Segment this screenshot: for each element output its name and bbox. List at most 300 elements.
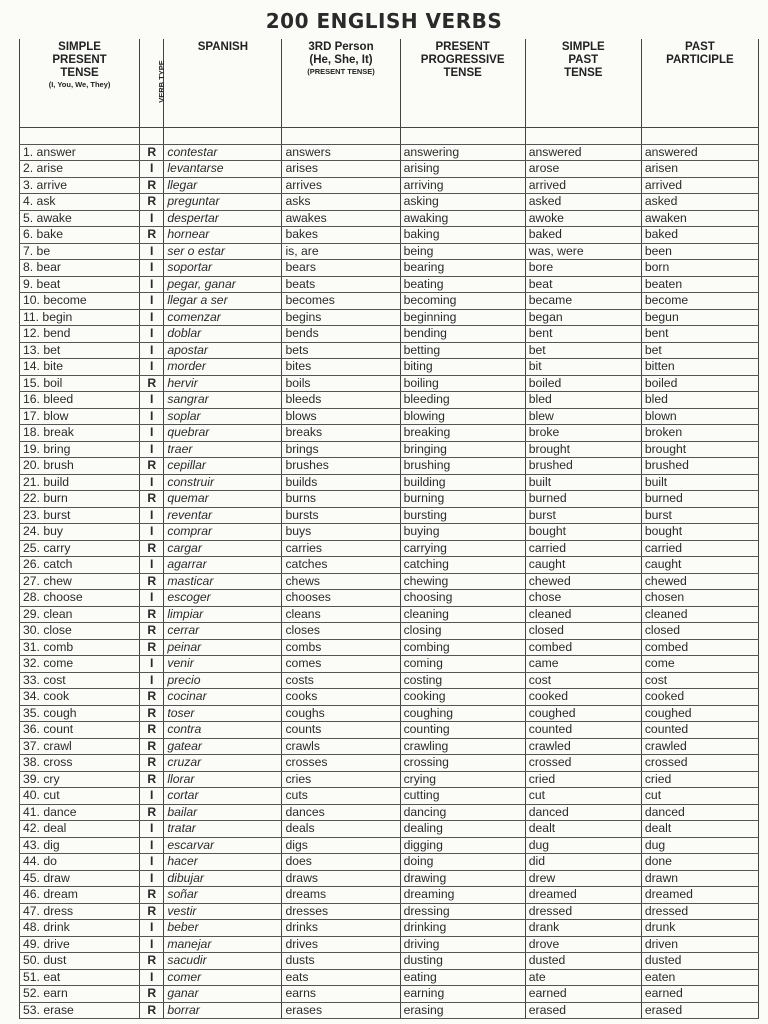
cell-type: R [140, 144, 164, 161]
cell-third-person: bakes [282, 227, 400, 244]
cell-past-participle: closed [641, 623, 758, 640]
cell-spanish: hacer [164, 854, 282, 871]
cell-simple-past: dealt [525, 821, 641, 838]
table-row [20, 161, 759, 178]
cell-progressive: cooking [400, 689, 525, 706]
cell-simple-past: beat [525, 276, 641, 293]
cell-type: I [140, 408, 164, 425]
cell-progressive: bringing [400, 441, 525, 458]
cell-progressive: dreaming [400, 887, 525, 904]
cell-third-person: bets [282, 342, 400, 359]
cell-simple-past: caught [525, 557, 641, 574]
cell-simple-past: boiled [525, 375, 641, 392]
cell-progressive: dealing [400, 821, 525, 838]
cell-progressive: crying [400, 771, 525, 788]
cell-type: I [140, 821, 164, 838]
cell-spanish: comer [164, 969, 282, 986]
cell-past-participle: brought [641, 441, 758, 458]
cell-type: R [140, 540, 164, 557]
cell-spanish: limpiar [164, 606, 282, 623]
cell-type: R [140, 986, 164, 1003]
table-row [20, 458, 759, 475]
cell-past-participle: awaken [641, 210, 758, 227]
cell-type: I [140, 936, 164, 953]
cell-third-person: crosses [282, 755, 400, 772]
table-row [20, 326, 759, 343]
cell-progressive: crawling [400, 738, 525, 755]
cell-verb: 38. cross [20, 755, 140, 772]
cell-verb: 39. cry [20, 771, 140, 788]
cell-progressive: biting [400, 359, 525, 376]
table-row [20, 227, 759, 244]
cell-spanish: masticar [164, 573, 282, 590]
cell-spanish: cepillar [164, 458, 282, 475]
cell-spanish: cerrar [164, 623, 282, 640]
cell-third-person: bites [282, 359, 400, 376]
cell-progressive: bleeding [400, 392, 525, 409]
cell-progressive: brushing [400, 458, 525, 475]
cell-verb: 35. cough [20, 705, 140, 722]
cell-progressive: baking [400, 227, 525, 244]
cell-progressive: erasing [400, 1002, 525, 1019]
cell-verb: 28. choose [20, 590, 140, 607]
cell-third-person: closes [282, 623, 400, 640]
table-row [20, 705, 759, 722]
table-row [20, 507, 759, 524]
cell-type: R [140, 491, 164, 508]
table-row [20, 375, 759, 392]
header-past-participle: PAST PARTICIPLE [641, 39, 758, 128]
cell-simple-past: cried [525, 771, 641, 788]
cell-simple-past: bet [525, 342, 641, 359]
cell-spanish: cargar [164, 540, 282, 557]
cell-spanish: llegar [164, 177, 282, 194]
table-row [20, 755, 759, 772]
cell-simple-past: brushed [525, 458, 641, 475]
cell-past-participle: bent [641, 326, 758, 343]
cell-third-person: costs [282, 672, 400, 689]
table-row [20, 194, 759, 211]
cell-past-participle: dug [641, 837, 758, 854]
cell-type: R [140, 606, 164, 623]
cell-progressive: cleaning [400, 606, 525, 623]
cell-simple-past: broke [525, 425, 641, 442]
cell-type: I [140, 260, 164, 277]
cell-past-participle: dealt [641, 821, 758, 838]
table-row [20, 1002, 759, 1019]
cell-spanish: venir [164, 656, 282, 673]
cell-past-participle: bitten [641, 359, 758, 376]
cell-type: R [140, 738, 164, 755]
cell-third-person: bursts [282, 507, 400, 524]
cell-spanish: cocinar [164, 689, 282, 706]
cell-past-participle: asked [641, 194, 758, 211]
cell-progressive: betting [400, 342, 525, 359]
cell-third-person: cooks [282, 689, 400, 706]
cell-simple-past: chose [525, 590, 641, 607]
cell-simple-past: cost [525, 672, 641, 689]
cell-verb: 1. answer [20, 144, 140, 161]
cell-third-person: brushes [282, 458, 400, 475]
table-row [20, 854, 759, 871]
cell-third-person: cries [282, 771, 400, 788]
cell-verb: 53. erase [20, 1002, 140, 1019]
cell-progressive: buying [400, 524, 525, 541]
cell-third-person: erases [282, 1002, 400, 1019]
cell-past-participle: born [641, 260, 758, 277]
header-spanish: SPANISH [164, 39, 282, 128]
page-title: 200 ENGLISH VERBS [265, 9, 503, 33]
table-row [20, 689, 759, 706]
table-row [20, 441, 759, 458]
cell-progressive: cutting [400, 788, 525, 805]
cell-spanish: sangrar [164, 392, 282, 409]
table-row [20, 986, 759, 1003]
cell-verb: 21. build [20, 474, 140, 491]
cell-past-participle: cost [641, 672, 758, 689]
cell-spanish: llorar [164, 771, 282, 788]
cell-type: I [140, 870, 164, 887]
cell-simple-past: dug [525, 837, 641, 854]
cell-type: R [140, 623, 164, 640]
cell-third-person: eats [282, 969, 400, 986]
cell-progressive: arising [400, 161, 525, 178]
cell-type: I [140, 276, 164, 293]
cell-simple-past: baked [525, 227, 641, 244]
table-row [20, 936, 759, 953]
cell-progressive: dressing [400, 903, 525, 920]
cell-progressive: answering [400, 144, 525, 161]
cell-type: I [140, 441, 164, 458]
cell-simple-past: danced [525, 804, 641, 821]
cell-simple-past: answered [525, 144, 641, 161]
cell-spanish: contra [164, 722, 282, 739]
cell-progressive: blowing [400, 408, 525, 425]
cell-simple-past: dreamed [525, 887, 641, 904]
table-row [20, 870, 759, 887]
cell-verb: 29. clean [20, 606, 140, 623]
cell-verb: 23. burst [20, 507, 140, 524]
cell-simple-past: awoke [525, 210, 641, 227]
cell-simple-past: dusted [525, 953, 641, 970]
cell-verb: 19. bring [20, 441, 140, 458]
table-row [20, 953, 759, 970]
spacer-row [20, 128, 759, 145]
cell-verb: 17. blow [20, 408, 140, 425]
table-row [20, 474, 759, 491]
cell-spanish: comprar [164, 524, 282, 541]
verbs-table [19, 39, 759, 1019]
table-row [20, 821, 759, 838]
cell-type: I [140, 293, 164, 310]
cell-simple-past: drove [525, 936, 641, 953]
cell-progressive: earning [400, 986, 525, 1003]
cell-third-person: chooses [282, 590, 400, 607]
table-row [20, 672, 759, 689]
table-row [20, 623, 759, 640]
cell-verb: 13. bet [20, 342, 140, 359]
cell-simple-past: burned [525, 491, 641, 508]
cell-verb: 42. deal [20, 821, 140, 838]
cell-past-participle: dreamed [641, 887, 758, 904]
cell-past-participle: danced [641, 804, 758, 821]
cell-verb: 49. drive [20, 936, 140, 953]
cell-progressive: arriving [400, 177, 525, 194]
cell-third-person: boils [282, 375, 400, 392]
header-row [20, 39, 759, 128]
table-row [20, 144, 759, 161]
cell-verb: 6. bake [20, 227, 140, 244]
cell-simple-past: cooked [525, 689, 641, 706]
table-row [20, 210, 759, 227]
cell-past-participle: coughed [641, 705, 758, 722]
cell-progressive: bending [400, 326, 525, 343]
table-row [20, 557, 759, 574]
cell-third-person: becomes [282, 293, 400, 310]
cell-third-person: dusts [282, 953, 400, 970]
cell-type: I [140, 656, 164, 673]
cell-type: I [140, 161, 164, 178]
cell-third-person: beats [282, 276, 400, 293]
cell-third-person: carries [282, 540, 400, 557]
cell-past-participle: chewed [641, 573, 758, 590]
cell-simple-past: counted [525, 722, 641, 739]
cell-type: R [140, 458, 164, 475]
cell-type: R [140, 227, 164, 244]
cell-progressive: burning [400, 491, 525, 508]
cell-third-person: dreams [282, 887, 400, 904]
cell-simple-past: bore [525, 260, 641, 277]
cell-spanish: contestar [164, 144, 282, 161]
cell-progressive: doing [400, 854, 525, 871]
cell-spanish: comenzar [164, 309, 282, 326]
cell-third-person: cleans [282, 606, 400, 623]
cell-simple-past: arrived [525, 177, 641, 194]
cell-third-person: draws [282, 870, 400, 887]
cell-simple-past: bent [525, 326, 641, 343]
cell-verb: 37. crawl [20, 738, 140, 755]
cell-past-participle: cooked [641, 689, 758, 706]
cell-third-person: burns [282, 491, 400, 508]
cell-type: R [140, 705, 164, 722]
cell-verb: 34. cook [20, 689, 140, 706]
cell-progressive: choosing [400, 590, 525, 607]
table-row [20, 606, 759, 623]
cell-spanish: ser o estar [164, 243, 282, 260]
cell-type: R [140, 771, 164, 788]
cell-spanish: traer [164, 441, 282, 458]
cell-progressive: awaking [400, 210, 525, 227]
table-row [20, 590, 759, 607]
cell-simple-past: did [525, 854, 641, 871]
cell-spanish: quebrar [164, 425, 282, 442]
cell-type: R [140, 573, 164, 590]
table-row [20, 804, 759, 821]
cell-spanish: vestir [164, 903, 282, 920]
cell-verb: 41. dance [20, 804, 140, 821]
cell-simple-past: crossed [525, 755, 641, 772]
cell-simple-past: drank [525, 920, 641, 937]
cell-progressive: crossing [400, 755, 525, 772]
cell-verb: 31. comb [20, 639, 140, 656]
cell-type: I [140, 969, 164, 986]
table-row [20, 903, 759, 920]
cell-simple-past: crawled [525, 738, 641, 755]
table-row [20, 639, 759, 656]
cell-third-person: does [282, 854, 400, 871]
cell-type: I [140, 557, 164, 574]
cell-spanish: hervir [164, 375, 282, 392]
cell-past-participle: caught [641, 557, 758, 574]
cell-type: I [140, 243, 164, 260]
cell-verb: 9. beat [20, 276, 140, 293]
cell-spanish: doblar [164, 326, 282, 343]
cell-spanish: tratar [164, 821, 282, 838]
cell-spanish: cruzar [164, 755, 282, 772]
cell-spanish: bailar [164, 804, 282, 821]
cell-verb: 4. ask [20, 194, 140, 211]
cell-progressive: chewing [400, 573, 525, 590]
cell-progressive: breaking [400, 425, 525, 442]
cell-past-participle: begun [641, 309, 758, 326]
cell-third-person: brings [282, 441, 400, 458]
cell-simple-past: carried [525, 540, 641, 557]
cell-progressive: beating [400, 276, 525, 293]
cell-third-person: is, are [282, 243, 400, 260]
cell-progressive: coming [400, 656, 525, 673]
cell-verb: 32. come [20, 656, 140, 673]
table-row [20, 722, 759, 739]
cell-verb: 18. break [20, 425, 140, 442]
cell-third-person: combs [282, 639, 400, 656]
cell-progressive: asking [400, 194, 525, 211]
cell-simple-past: closed [525, 623, 641, 640]
cell-past-participle: baked [641, 227, 758, 244]
cell-verb: 52. earn [20, 986, 140, 1003]
cell-spanish: despertar [164, 210, 282, 227]
cell-simple-past: cleaned [525, 606, 641, 623]
table-row [20, 837, 759, 854]
cell-verb: 45. draw [20, 870, 140, 887]
cell-past-participle: dressed [641, 903, 758, 920]
cell-type: R [140, 194, 164, 211]
cell-verb: 20. brush [20, 458, 140, 475]
cell-verb: 12. bend [20, 326, 140, 343]
cell-type: R [140, 689, 164, 706]
cell-past-participle: erased [641, 1002, 758, 1019]
cell-verb: 36. count [20, 722, 140, 739]
cell-simple-past: chewed [525, 573, 641, 590]
cell-past-participle: become [641, 293, 758, 310]
cell-third-person: asks [282, 194, 400, 211]
cell-progressive: closing [400, 623, 525, 640]
cell-type: R [140, 722, 164, 739]
cell-progressive: dancing [400, 804, 525, 821]
cell-verb: 33. cost [20, 672, 140, 689]
header-simple-present: SIMPLE PRESENT TENSE (I, You, We, They) [20, 39, 140, 128]
cell-verb: 51. eat [20, 969, 140, 986]
cell-past-participle: bet [641, 342, 758, 359]
cell-type: R [140, 1002, 164, 1019]
cell-verb: 48. drink [20, 920, 140, 937]
cell-third-person: blows [282, 408, 400, 425]
cell-progressive: bursting [400, 507, 525, 524]
cell-type: I [140, 920, 164, 937]
table-row [20, 887, 759, 904]
cell-third-person: dresses [282, 903, 400, 920]
cell-verb: 27. chew [20, 573, 140, 590]
table-row [20, 920, 759, 937]
cell-past-participle: bled [641, 392, 758, 409]
cell-third-person: cuts [282, 788, 400, 805]
cell-third-person: bends [282, 326, 400, 343]
cell-third-person: bears [282, 260, 400, 277]
cell-simple-past: arose [525, 161, 641, 178]
cell-third-person: digs [282, 837, 400, 854]
cell-spanish: llegar a ser [164, 293, 282, 310]
table-row [20, 392, 759, 409]
table-row [20, 524, 759, 541]
table-row [20, 771, 759, 788]
cell-past-participle: cut [641, 788, 758, 805]
cell-simple-past: drew [525, 870, 641, 887]
cell-past-participle: done [641, 854, 758, 871]
table-row [20, 540, 759, 557]
cell-verb: 16. bleed [20, 392, 140, 409]
cell-third-person: arises [282, 161, 400, 178]
cell-third-person: dances [282, 804, 400, 821]
cell-spanish: toser [164, 705, 282, 722]
cell-third-person: crawls [282, 738, 400, 755]
cell-past-participle: bought [641, 524, 758, 541]
table-row [20, 788, 759, 805]
cell-spanish: precio [164, 672, 282, 689]
cell-simple-past: bought [525, 524, 641, 541]
cell-progressive: boiling [400, 375, 525, 392]
cell-third-person: answers [282, 144, 400, 161]
cell-simple-past: combed [525, 639, 641, 656]
table-row [20, 425, 759, 442]
cell-verb: 30. close [20, 623, 140, 640]
cell-progressive: driving [400, 936, 525, 953]
cell-progressive: being [400, 243, 525, 260]
cell-third-person: catches [282, 557, 400, 574]
cell-spanish: beber [164, 920, 282, 937]
cell-third-person: chews [282, 573, 400, 590]
cell-progressive: drawing [400, 870, 525, 887]
cell-simple-past: erased [525, 1002, 641, 1019]
cell-verb: 26. catch [20, 557, 140, 574]
cell-type: I [140, 359, 164, 376]
cell-type: I [140, 326, 164, 343]
cell-spanish: soñar [164, 887, 282, 904]
cell-third-person: awakes [282, 210, 400, 227]
table-row [20, 243, 759, 260]
cell-simple-past: bit [525, 359, 641, 376]
cell-progressive: drinking [400, 920, 525, 937]
cell-verb: 22. burn [20, 491, 140, 508]
cell-verb: 11. begin [20, 309, 140, 326]
cell-verb: 15. boil [20, 375, 140, 392]
cell-spanish: apostar [164, 342, 282, 359]
cell-type: I [140, 309, 164, 326]
cell-spanish: soplar [164, 408, 282, 425]
cell-spanish: pegar, ganar [164, 276, 282, 293]
cell-spanish: quemar [164, 491, 282, 508]
cell-past-participle: answered [641, 144, 758, 161]
cell-progressive: costing [400, 672, 525, 689]
cell-simple-past: coughed [525, 705, 641, 722]
